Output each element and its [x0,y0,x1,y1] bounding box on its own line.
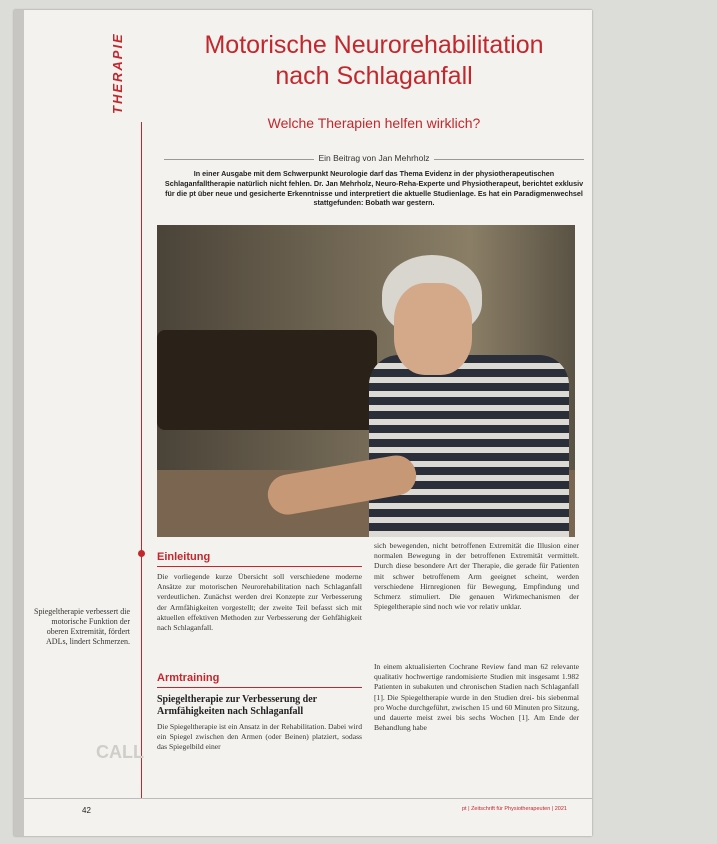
bullet-dot-icon [138,550,145,557]
photo-credit: Foto: Ilderpinkel/stock.adobe.com [705,670,711,745]
heading-einleitung: Einleitung [157,551,211,563]
title-line-2: nach Schlaganfall [275,62,473,90]
paragraph-col2-1: sich bewegenden, nicht betroffenen Extremität die Illusion einer normalen Bewegung in der betroffenen Extremität vermittelt. Durch diese besondere Art der Therapie, die gerade für Patienten mit schwer betroffenem Arm geeignet scheint, werden verschiedene Hirnregionen für Bewegung, Empfindung und Schmerz stimuliert. Die genauen Wirkmechanismen der Spiegeltherapie sind noch wie vor relativ unklar. [374,541,579,612]
photo-face [394,283,472,375]
intro-paragraph: In einer Ausgabe mit dem Schwerpunkt Neurologie darf das Thema Evidenz in der physiotherapeutischen Schlaganfalltherapie natürlich nicht fehlen. Dr. Jan Mehrholz, Neuro-Reha-Experte und Physiotherapeut, berichtet exklusiv für die pt über neue und gesicherte Erkenntnisse und interpretiert die aktuelle Studienlage. Es hat ein Paradigmenwechsel stattgefunden: Bobath war gestern. [164,169,584,208]
paragraph-col2-2: In einem aktualisierten Cochrane Review fand man 62 relevante qualitativ hochwertige randomisierte Studien mit insgesamt 1.982 Patienten in subakuten und chronischen Stadien nach Schlaganfall [1]. Die Spiegeltherapie wurde in den Studien drei- bis siebenmal pro Woche durchgeführt, zwischen 15 und 60 Minuten pro Sitzung, und dauerte meist zwei bis sechs Wochen [1]. Am Ende der Behandlung habe [374,662,579,733]
heading-rule-2 [157,687,362,688]
section-tag: THERAPIE [110,32,125,114]
footer-rule [24,798,592,799]
title-line-1: Motorische Neurorehabilitation [204,31,544,59]
watermark: CALL [96,742,144,762]
article-subtitle: Welche Therapien helfen wirklich? [267,115,481,131]
heading-armtraining: Armtraining [157,672,220,684]
article-title [164,30,584,92]
paragraph-spiegeltherapie: Die Spiegeltherapie ist ein Ansatz in der Rehabilitation. Dabei wird ein Spiegel zwischen den Armen (oder Beinen) platziert, sodass das Spiegelbild einer [157,722,362,752]
magazine-page [14,10,711,836]
byline-row [164,153,584,167]
byline: Ein Beitrag von Jan Mehrholz [164,153,584,163]
photo-sofa [157,330,377,430]
paragraph-einleitung: Die vorliegende kurze Übersicht soll verschiedene moderne Ansätze zur motorischen Neurorehabilitation nach Schlaganfall verdeutlichen. Zunächst werden drei Konzepte zur Verbesserung der Armfähigkeiten vorgestellt; der zweite Teil befasst sich mit aktuellen effektiven Methoden zur Verbesserung der Gehfähigkeit nach Schlaganfall. [157,572,362,633]
subheading-spiegeltherapie: Spiegeltherapie zur Verbesserung der Armfähigkeiten nach Schlaganfall [157,694,317,717]
section-divider-line [141,122,142,798]
heading-rule-1 [157,566,362,567]
footer-text: pt | Zeitschrift für Physiotherapeuten | 2021 [462,806,567,812]
photo-striped-shirt [369,355,569,537]
page-margin-strip [14,10,24,836]
page-number: 42 [82,806,91,815]
sidebar-caption: Spiegeltherapie verbessert die motorische Funktion der oberen Extremität, fördert ADLs, lindert Schmerzen. [34,607,130,646]
